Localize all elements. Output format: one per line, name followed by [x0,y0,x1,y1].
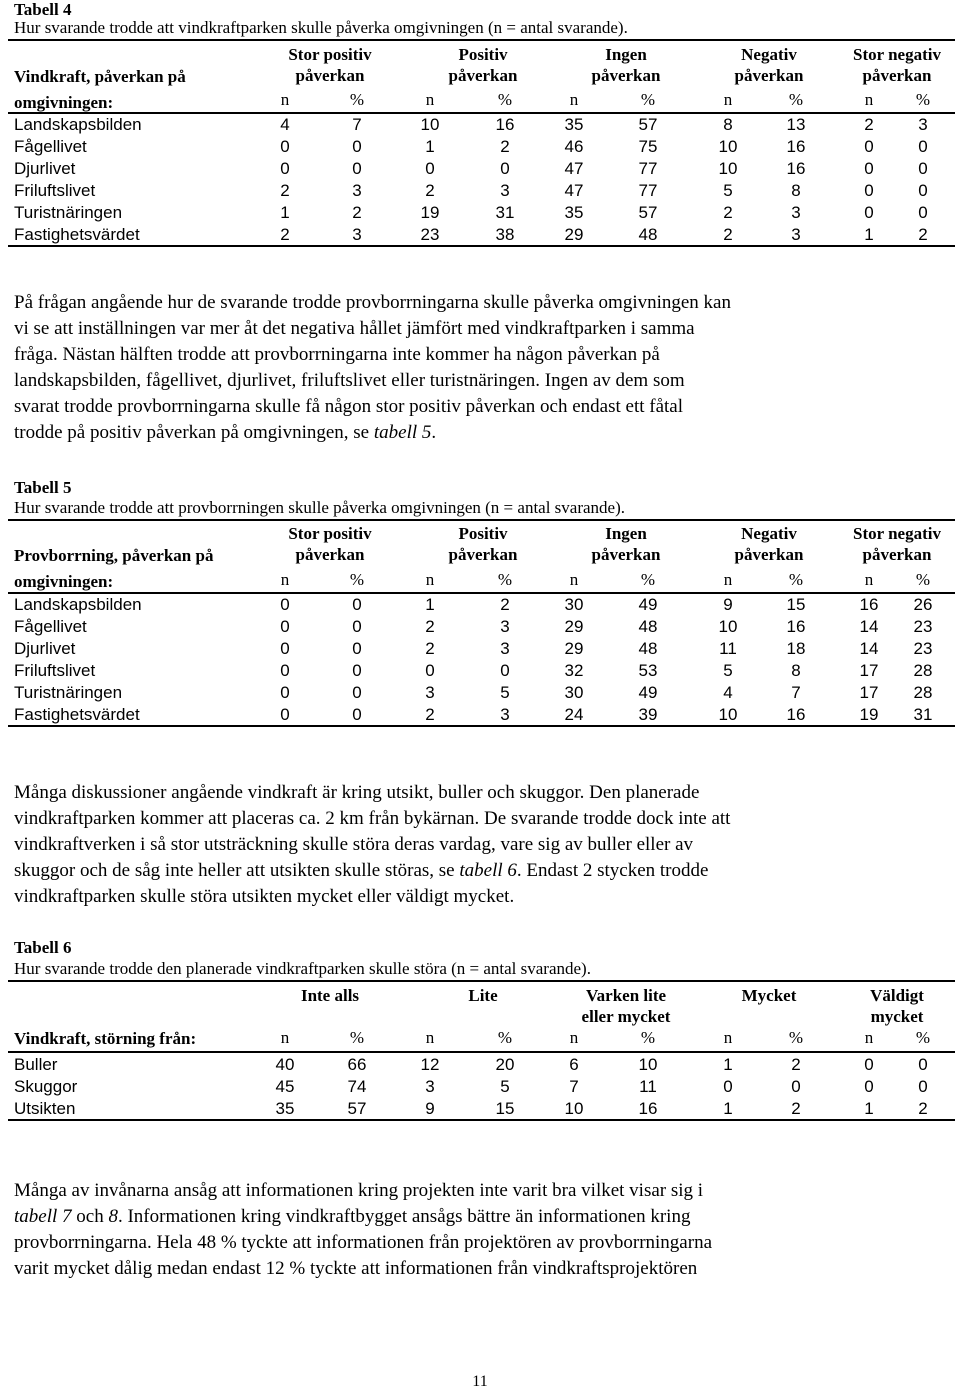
row-label: Fågellivet [14,617,87,636]
row-label: Utsikten [14,1099,76,1118]
table-cell: 49 [638,683,658,702]
column-subheader: n [723,1028,733,1047]
table-cell: 19 [859,705,879,724]
table-cell: 10 [638,1055,658,1074]
column-subheader: % [497,90,513,109]
row-label: Skuggor [14,1077,78,1096]
row-label: Djurlivet [14,159,76,178]
table-cell: 2 [425,181,435,200]
table-cell: 0 [352,683,362,702]
table-cell: 0 [864,1055,874,1074]
table-cell: 16 [495,115,515,134]
column-subheader: % [349,90,365,109]
table-cell: 5 [723,661,733,680]
table-cell: 77 [638,159,658,178]
column-header: Negativ [741,524,797,543]
column-header-line2: påverkan [862,66,932,85]
table-cell: 10 [718,137,738,156]
table-cell: 0 [352,617,362,636]
table-cell: 3 [791,203,801,222]
table-cell: 3 [352,225,362,244]
column-header: Stor negativ [853,524,941,543]
table-cell: 0 [918,203,928,222]
column-header: Mycket [741,986,797,1005]
table-cell: 48 [638,617,658,636]
table-cell: 47 [564,181,584,200]
table-cell: 20 [495,1055,515,1074]
table-cell: 2 [280,225,290,244]
table4-top-rule [8,39,955,41]
table-cell: 0 [352,159,362,178]
column-subheader: % [349,1028,365,1047]
row-label: Friluftslivet [14,181,96,200]
paragraph-1-line [14,420,944,446]
column-header: Inte alls [300,986,360,1005]
column-subheader: % [915,90,931,109]
table-cell: 40 [275,1055,295,1074]
table-cell: 7 [352,115,362,134]
table-cell: 14 [859,639,879,658]
table-cell: 1 [864,225,874,244]
column-subheader: n [864,570,874,589]
column-header: Positiv [458,524,508,543]
table-cell: 5 [500,683,510,702]
table-cell: 3 [500,639,510,658]
table-cell: 2 [500,595,510,614]
column-subheader: % [915,1028,931,1047]
table6-header-rule [8,1051,955,1053]
table-cell: 10 [564,1099,584,1118]
table-cell: 16 [859,595,879,614]
table-cell: 16 [786,705,806,724]
table-cell: 16 [786,137,806,156]
table-cell: 4 [723,683,733,702]
column-header: Positiv [458,45,508,64]
column-header-line2: påverkan [448,545,518,564]
table-cell: 1 [280,203,290,222]
table6-title: Tabell 6 [14,938,72,957]
table-cell: 6 [569,1055,579,1074]
table-cell: 2 [500,137,510,156]
column-header-line2: påverkan [734,545,804,564]
column-subheader: n [723,90,733,109]
table-reference: tabell 5 [373,422,432,443]
table-cell: 5 [500,1077,510,1096]
table-cell: 66 [347,1055,367,1074]
table-cell: 3 [500,705,510,724]
table-cell: 57 [638,203,658,222]
paragraph-1-line: landskapsbilden, fågellivet, djurlivet, friluftslivet eller turistnäringen. Ingen av dem som [14,370,685,391]
table-cell: 29 [564,617,584,636]
column-header-line2: påverkan [862,545,932,564]
table-cell: 47 [564,159,584,178]
table5-row-header: Provborrning, påverkan på [14,546,214,565]
table-cell: 10 [718,705,738,724]
paragraph-2-line: vindkraftparken kommer att placeras ca. 2 km från bykärnan. De svarande trodde dock inte att [14,808,731,829]
table-cell: 9 [723,595,733,614]
table-cell: 74 [347,1077,367,1096]
column-header-line2: påverkan [295,66,365,85]
table-cell: 0 [918,1077,928,1096]
table-cell: 38 [495,225,515,244]
table-cell: 2 [425,705,435,724]
table-cell: 46 [564,137,584,156]
table-cell: 29 [564,225,584,244]
column-header-line2: mycket [870,1007,924,1026]
table-cell: 15 [495,1099,515,1118]
table6-caption: Hur svarande trodde den planerade vindkraftparken skulle störa (n = antal svarande). [14,959,591,978]
row-label: Landskapsbilden [14,115,142,134]
column-header: Väldigt [870,986,924,1005]
paragraph-2-line: Många diskussioner angående vindkraft är kring utsikt, buller och skuggor. Den planerade [14,782,700,803]
table-cell: 2 [791,1099,801,1118]
column-subheader: n [569,90,579,109]
table-cell: 2 [723,225,733,244]
table-cell: 0 [352,639,362,658]
table-cell: 16 [786,617,806,636]
row-label: Turistnäringen [14,683,123,702]
page-number: 11 [472,1373,488,1390]
table-cell: 30 [564,595,584,614]
table-cell: 23 [913,639,933,658]
table4-bottom-rule [8,245,955,247]
table-cell: 0 [280,661,290,680]
table6-row-header: Vindkraft, störning från: [14,1029,197,1048]
table-cell: 23 [913,617,933,636]
table5-header-rule [8,592,955,594]
column-header-line2: eller mycket [581,1007,671,1026]
table4-caption: Hur svarande trodde att vindkraftparken skulle påverka omgivningen (n = antal svarande). [14,18,628,37]
paragraph-1-line: fråga. Nästan hälften trodde att provborrningarna inte kommer ha någon påverkan på [14,344,660,365]
table-cell: 0 [918,181,928,200]
table-cell: 16 [786,159,806,178]
column-header: Ingen [605,45,647,64]
column-subheader: n [864,90,874,109]
table-cell: 2 [280,181,290,200]
table-cell: 10 [718,159,738,178]
table-reference: 8 [108,1206,118,1227]
column-subheader: % [788,570,804,589]
table-cell: 31 [495,203,515,222]
table-cell: 0 [425,159,435,178]
table-cell: 2 [425,639,435,658]
paragraph-3-line [14,1204,944,1230]
table-cell: 1 [723,1099,733,1118]
column-subheader: n [425,90,435,109]
table-cell: 14 [859,617,879,636]
table4-row-header: Vindkraft, påverkan på [14,67,186,86]
table-cell: 8 [723,115,733,134]
column-subheader: n [280,1028,290,1047]
table-cell: 35 [275,1099,295,1118]
table-cell: 75 [638,137,658,156]
table-cell: 28 [913,683,933,702]
table-cell: 0 [723,1077,733,1096]
table-cell: 23 [420,225,440,244]
table-cell: 0 [864,1077,874,1096]
table-cell: 0 [864,181,874,200]
table-cell: 5 [723,181,733,200]
column-subheader: % [788,90,804,109]
table-cell: 0 [864,159,874,178]
table-cell: 0 [500,159,510,178]
column-subheader: n [569,1028,579,1047]
column-subheader: n [723,570,733,589]
table-cell: 0 [352,137,362,156]
row-label: Friluftslivet [14,661,96,680]
column-subheader: % [640,90,656,109]
table-cell: 18 [786,639,806,658]
column-header: Ingen [605,524,647,543]
table-cell: 11 [719,639,737,658]
table-cell: 1 [425,595,435,614]
row-label: Fastighetsvärdet [14,225,140,244]
table-cell: 19 [420,203,440,222]
table6-top-rule [8,980,955,982]
column-header-line2: påverkan [591,545,661,564]
paragraph-1 [14,290,944,446]
table-cell: 2 [352,203,362,222]
table-cell: 2 [918,1099,928,1118]
table-cell: 3 [425,1077,435,1096]
column-header-line2: påverkan [295,545,365,564]
paragraph-3-line: varit mycket dålig medan endast 12 % tyckte att informationen från vindkraftsprojektören [14,1258,698,1279]
table-cell: 0 [352,661,362,680]
paragraph-2-line [14,858,944,884]
table-cell: 77 [638,181,658,200]
table-cell: 0 [918,159,928,178]
column-subheader: n [569,570,579,589]
column-subheader: % [640,1028,656,1047]
paragraph-1-line: svarat trodde provborrningarna skulle få någon stor positiv påverkan och endast ett fåtal [14,396,684,417]
table-cell: 3 [791,225,801,244]
table-cell: 26 [913,595,933,614]
column-subheader: % [788,1028,804,1047]
table-cell: 0 [280,683,290,702]
table-cell: 7 [791,683,801,702]
text-run: . Informationen kring vindkraftbygget ansågs bättre än informationen kring [117,1206,691,1227]
table-cell: 0 [918,1055,928,1074]
text-run: trodde på positiv påverkan på omgivningen, se [14,422,374,443]
table5-top-rule [8,519,955,521]
table-cell: 1 [425,137,435,156]
table-cell: 1 [864,1099,874,1118]
table-cell: 24 [564,705,584,724]
row-label: Fastighetsvärdet [14,705,140,724]
table4-row-header-2: omgivningen: [14,93,114,112]
table-cell: 35 [564,203,584,222]
column-header: Lite [468,986,498,1005]
text-run: . Endast 2 stycken trodde [516,860,709,881]
table-cell: 0 [280,159,290,178]
table-cell: 0 [864,137,874,156]
column-subheader: n [425,570,435,589]
table-cell: 0 [791,1077,801,1096]
text-run: . [431,422,437,443]
table-cell: 0 [500,661,510,680]
row-label: Landskapsbilden [14,595,142,614]
table-cell: 28 [913,661,933,680]
paragraph-2-line: vindkraftparken skulle störa utsikten mycket eller väldigt mycket. [14,886,515,907]
column-header-line2: påverkan [448,66,518,85]
table-cell: 57 [638,115,658,134]
table-cell: 11 [639,1077,657,1096]
table-cell: 0 [280,617,290,636]
column-subheader: n [864,1028,874,1047]
table-cell: 2 [918,225,928,244]
paragraph-1-line: vi se att inställningen var mer åt det negativa hållet jämfört med vindkraftparken i samma [14,318,695,339]
column-header: Stor positiv [288,524,372,543]
column-header: Negativ [741,45,797,64]
row-label: Fågellivet [14,137,87,156]
table-cell: 0 [352,595,362,614]
column-header: Varken lite [585,986,667,1005]
table-cell: 17 [859,683,879,702]
table-cell: 3 [500,617,510,636]
column-subheader: n [280,90,290,109]
table-cell: 15 [786,595,806,614]
table5-title: Tabell 5 [14,478,72,497]
column-subheader: % [640,570,656,589]
column-header: Stor positiv [288,45,372,64]
table-cell: 48 [638,639,658,658]
table-cell: 0 [280,137,290,156]
table-cell: 10 [718,617,738,636]
table-cell: 8 [791,181,801,200]
table-cell: 0 [280,595,290,614]
text-run: och [71,1206,109,1227]
table6-bottom-rule [8,1119,955,1121]
column-header-line2: påverkan [591,66,661,85]
table-cell: 4 [280,115,290,134]
table-cell: 2 [425,617,435,636]
column-subheader: % [497,1028,513,1047]
table5-caption: Hur svarande trodde att provborrningen skulle påverka omgivningen (n = antal svarande). [14,498,626,517]
table-cell: 0 [864,203,874,222]
paragraph-3-line: Många av invånarna ansåg att informationen kring projekten inte varit bra vilket visar sig i [14,1180,704,1201]
table-cell: 53 [638,661,658,680]
table-cell: 16 [638,1099,658,1118]
row-label: Djurlivet [14,639,76,658]
table-cell: 45 [275,1077,295,1096]
table5-row-header-2: omgivningen: [14,572,114,591]
column-subheader: % [915,570,931,589]
table-cell: 9 [425,1099,435,1118]
table-cell: 0 [280,705,290,724]
table-reference: tabell 7 [14,1206,72,1227]
table-cell: 48 [638,225,658,244]
table-cell: 30 [564,683,584,702]
column-subheader: % [349,570,365,589]
column-subheader: n [280,570,290,589]
table-cell: 39 [638,705,658,724]
table-cell: 10 [420,115,440,134]
table-cell: 2 [791,1055,801,1074]
column-subheader: n [425,1028,435,1047]
table-reference: tabell 6 [459,860,517,881]
table-cell: 35 [564,115,584,134]
table-cell: 17 [859,661,879,680]
paragraph-3 [14,1178,944,1282]
table4-header-rule [8,112,955,114]
table-cell: 12 [420,1055,440,1074]
table-cell: 1 [723,1055,733,1074]
paragraph-2 [14,780,944,910]
row-label: Turistnäringen [14,203,123,222]
column-subheader: % [497,570,513,589]
column-header-line2: påverkan [734,66,804,85]
table-cell: 0 [425,661,435,680]
text-run: skuggor och de såg inte heller att utsikten skulle störas, se [14,860,460,881]
table-cell: 13 [786,115,806,134]
table-cell: 0 [918,137,928,156]
table-cell: 2 [864,115,874,134]
table-cell: 49 [638,595,658,614]
table-cell: 7 [569,1077,579,1096]
paragraph-2-line: vindkraftverken i så stor utsträckning skulle störa deras vardag, vare sig av buller eller av [14,834,694,855]
table-cell: 0 [280,639,290,658]
table-cell: 3 [500,181,510,200]
table-cell: 29 [564,639,584,658]
row-label: Buller [14,1055,58,1074]
table-cell: 3 [918,115,928,134]
table-cell: 2 [723,203,733,222]
table5-bottom-rule [8,725,955,727]
paragraph-1-line: På frågan angående hur de svarande trodde provborrningarna skulle påverka omgivningen kan [14,292,731,313]
table4-title: Tabell 4 [14,0,72,19]
table-cell: 57 [347,1099,367,1118]
table-cell: 0 [352,705,362,724]
table-cell: 31 [913,705,933,724]
table-cell: 32 [564,661,584,680]
table-cell: 3 [425,683,435,702]
column-header: Stor negativ [853,45,941,64]
table-cell: 3 [352,181,362,200]
paragraph-3-line: provborrningarna. Hela 48 % tyckte att informationen från projektören av provborrningarna [14,1232,712,1253]
table-cell: 8 [791,661,801,680]
